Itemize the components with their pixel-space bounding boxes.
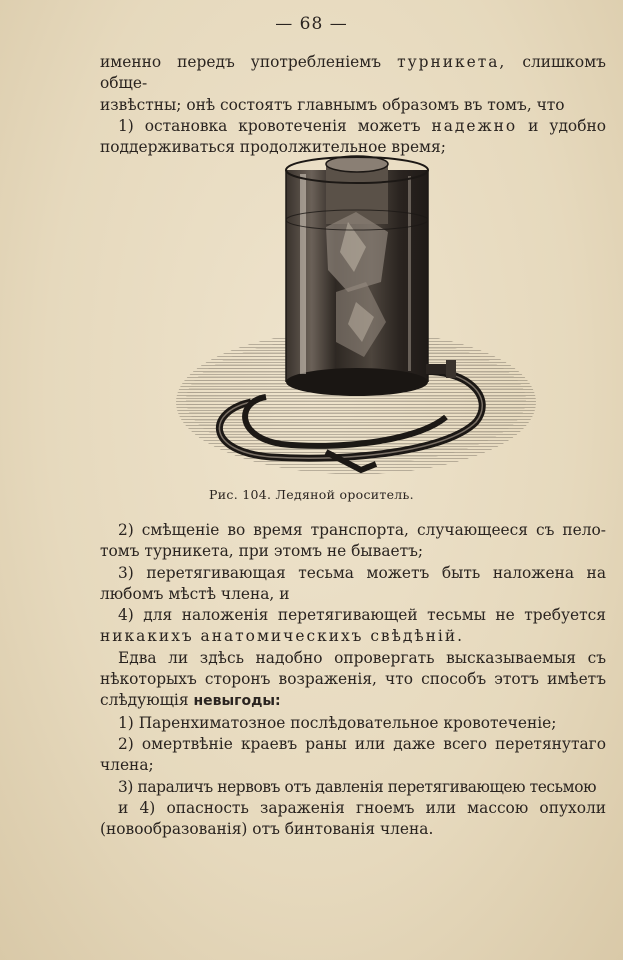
text-line: члена;	[100, 756, 154, 775]
text-span: именно передъ употребленіемъ	[100, 53, 382, 71]
text-span: слѣдующія	[100, 691, 189, 710]
text-line: поддерживаться продолжительное время;	[100, 138, 446, 157]
text-line: 1) Паренхиматозное послѣдовательное кровотеченіе;	[118, 713, 557, 732]
intro-text-block	[100, 52, 606, 158]
main-text-block	[100, 520, 606, 840]
text-line: (новообразованія) отъ бинтованія члена.	[100, 820, 434, 839]
text-line	[100, 52, 606, 95]
text-line: любомъ мѣстѣ члена, и	[100, 584, 290, 603]
text-line	[100, 690, 606, 712]
text-line: Едва ли здѣсь надобно опровергать высказываемыя съ	[118, 648, 606, 667]
text-line: томъ турникета, при этомъ не бываетъ;	[100, 542, 424, 561]
text-span: и удобно	[528, 116, 606, 135]
text-line: никакихъ анатомическихъ свѣдѣній.	[100, 627, 464, 646]
text-line: 3) параличъ нервовъ отъ давленія перетягивающею тесьмою	[118, 777, 597, 796]
text-line	[100, 116, 606, 137]
text-line: 3) перетягивающая тесьма можетъ быть наложена на	[118, 563, 606, 582]
spaced-word: турникета,	[397, 53, 507, 71]
text-line: 4) для наложенія перетягивающей тесьмы не требуется	[118, 606, 606, 625]
text-line: извѣстны; онѣ состоятъ главнымъ образомъ въ томъ, что	[100, 95, 565, 114]
figure-caption: Рис. 104. Ледяной ороситель.	[209, 487, 414, 502]
text-line: и 4) опасность зараженія гноемъ или массою опухоли	[118, 798, 606, 817]
text-span: 1) остановка кровотеченія можетъ	[118, 116, 421, 135]
text-line: 2) смѣщеніе во время транспорта, случающееся съ пело-	[118, 521, 606, 539]
text-line: нѣкоторыхъ сторонъ возраженія, что способъ этотъ имѣетъ	[100, 670, 606, 689]
page-number: — 68 —	[275, 14, 348, 34]
bold-word: невыгоды:	[193, 693, 281, 710]
text-line: 2) омертвѣніе краевъ раны или даже всего перетянутаго	[118, 734, 606, 753]
text-span: слишкомъ обще-	[100, 53, 606, 93]
spaced-word: надежно	[431, 116, 518, 135]
ice-irrigator-illustration	[176, 152, 541, 484]
